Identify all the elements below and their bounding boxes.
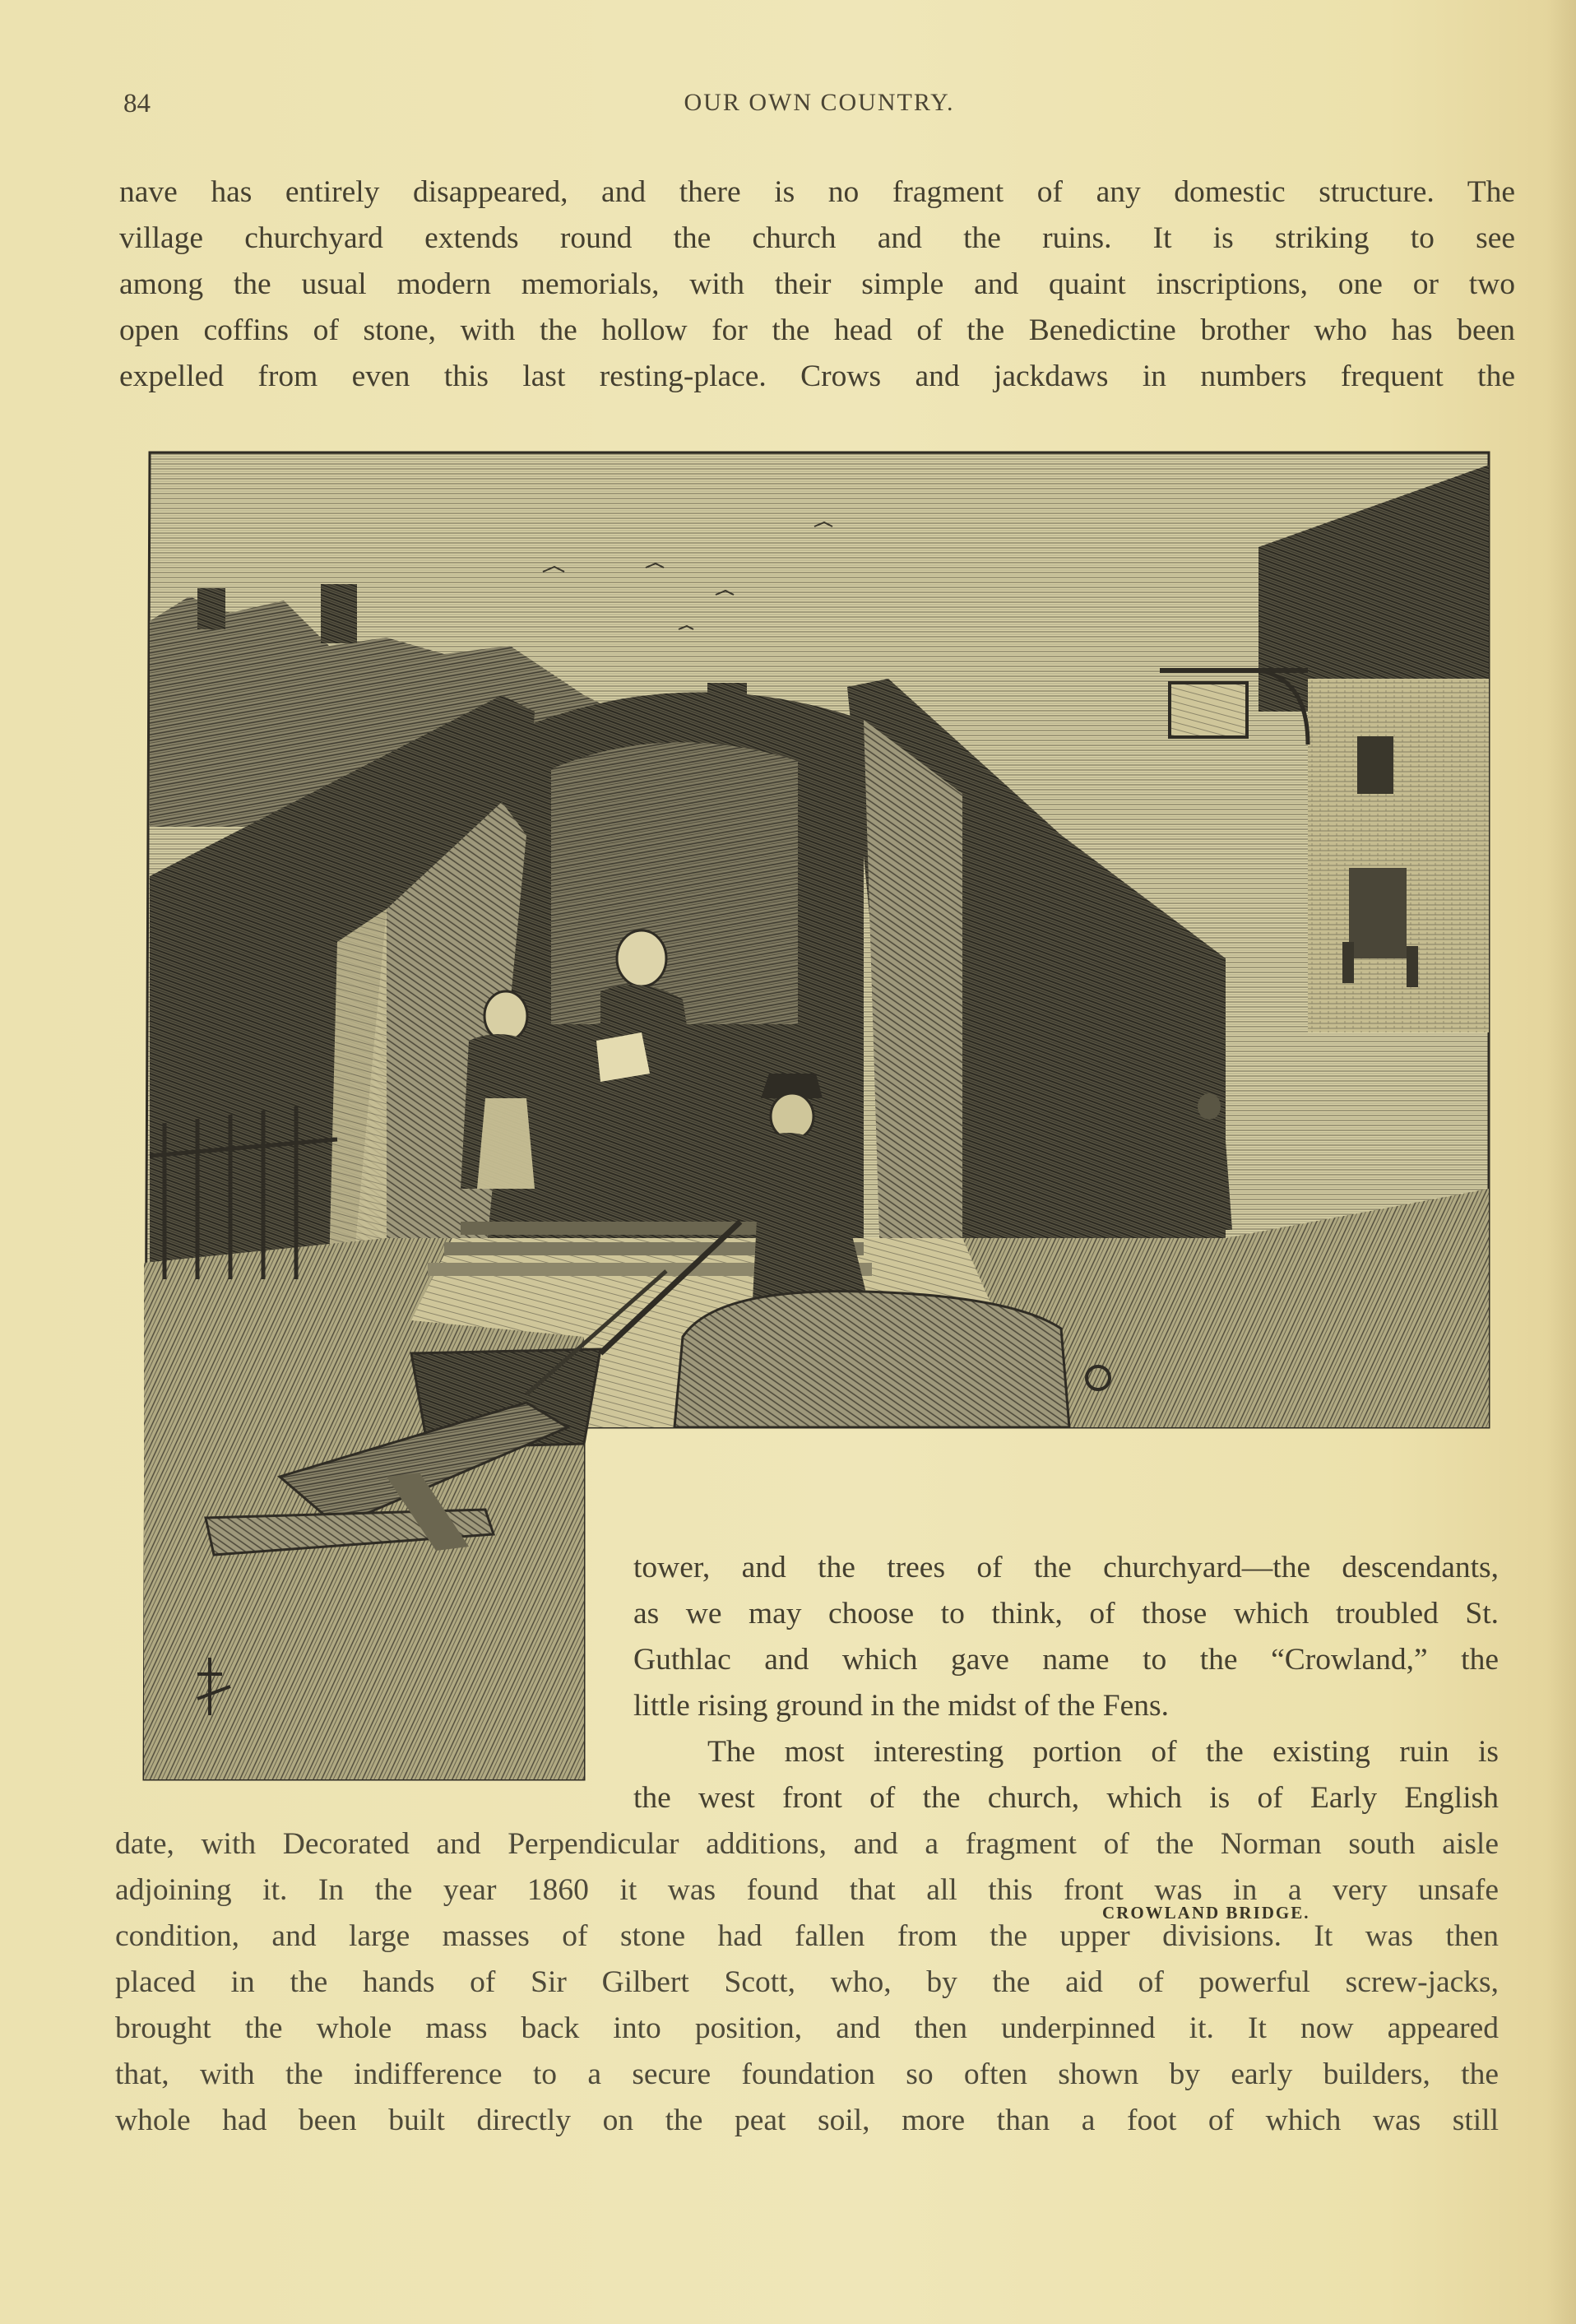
running-title: OUR OWN COUNTRY. (684, 89, 955, 116)
text-line: nave has entirely disappeared, and there is no fragment of any domestic structure. The (119, 175, 1515, 209)
text-line: brought the whole mass back into position, and then underpinned it. It now appeared (115, 2011, 1499, 2045)
page-number: 84 (123, 89, 151, 118)
text-line: expelled from even this last resting-place. Crows and jackdaws in numbers frequent the (119, 360, 1515, 393)
text-line: The most interesting portion of the existing ruin is (707, 1735, 1499, 1769)
text-line: condition, and large masses of stone had fallen from the upper divisions. It was then (115, 1919, 1499, 1953)
running-head (123, 89, 1515, 125)
text-line: Guthlac and which gave name to the “Crowland,” the (633, 1643, 1499, 1677)
body-text-top (119, 169, 1515, 400)
text-line: placed in the hands of Sir Gilbert Scott, who, by the aid of powerful screw-jacks, (115, 1965, 1499, 1999)
text-line: adjoining it. In the year 1860 it was found that all this front was in a very unsafe (115, 1873, 1499, 1907)
text-line: date, with Decorated and Perpendicular additions, and a fragment of the Norman south aisle (115, 1827, 1499, 1861)
figure-caption: CROWLAND BRIDGE. (1102, 1903, 1310, 1923)
text-line: that, with the indifference to a secure foundation so often shown by early builders, the (115, 2057, 1499, 2091)
page-edge-shadow (1546, 0, 1576, 2324)
text-line: among the usual modern memorials, with their simple and quaint inscriptions, one or two (119, 267, 1515, 301)
text-line: village churchyard extends round the church and the ruins. It is striking to see (119, 221, 1515, 255)
text-line: little rising ground in the midst of the Fens. (633, 1689, 1169, 1723)
text-line: open coffins of stone, with the hollow for the head of the Benedictine brother who has been (119, 313, 1515, 347)
body-text-bottom (115, 1821, 1499, 2144)
body-text-inset (633, 1545, 1499, 1821)
text-line: the west front of the church, which is of Early English (633, 1781, 1499, 1815)
text-line: whole had been built directly on the peat soil, more than a foot of which was still (115, 2104, 1499, 2137)
text-line: tower, and the trees of the churchyard—the descendants, (633, 1551, 1499, 1584)
text-line: as we may choose to think, of those which troubled St. (633, 1597, 1499, 1631)
